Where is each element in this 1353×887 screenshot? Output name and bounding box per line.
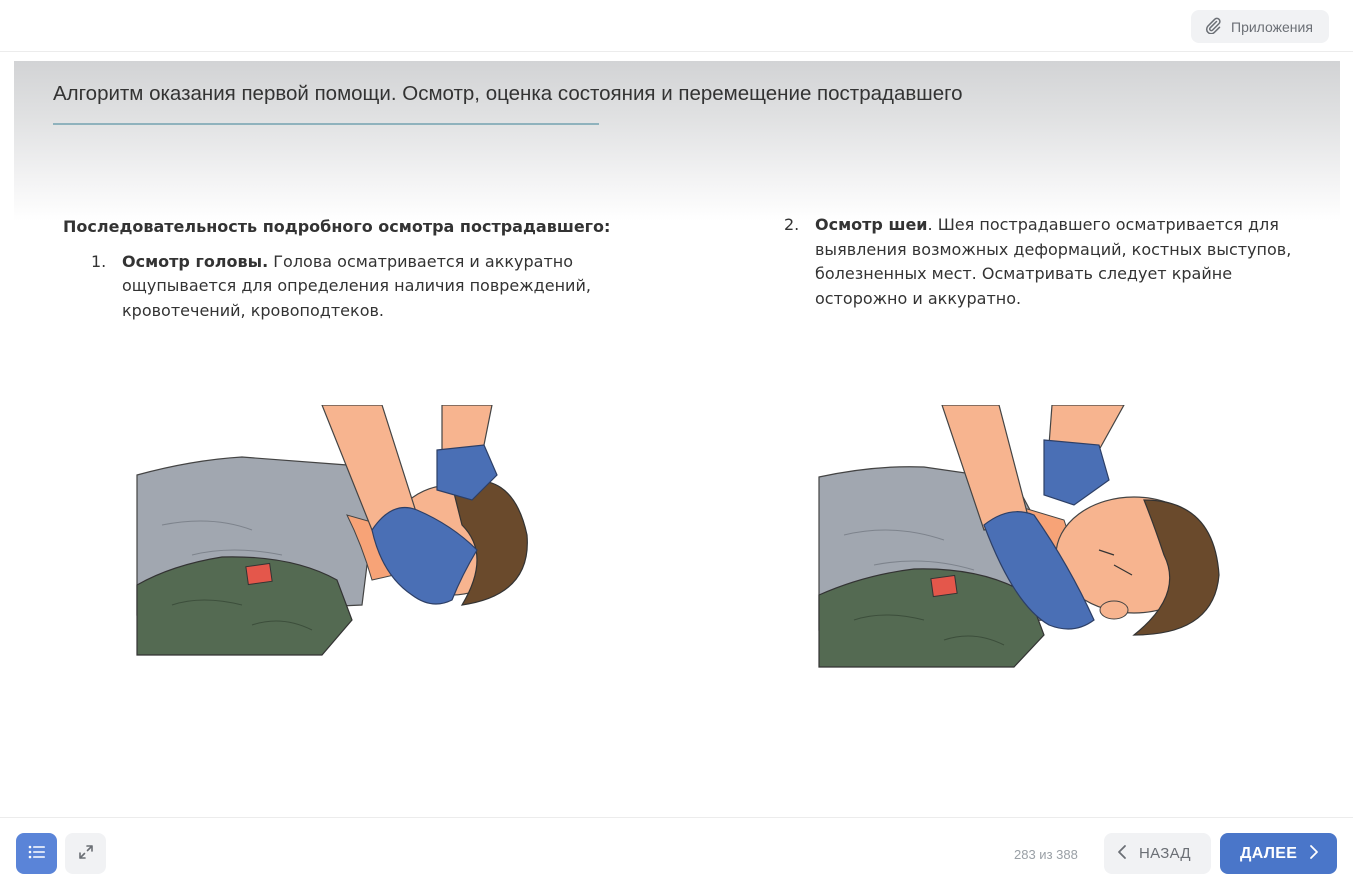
neck-exam-illustration	[814, 405, 1224, 680]
left-column	[63, 215, 663, 323]
list-number: 1.	[91, 251, 107, 271]
fullscreen-button[interactable]	[65, 833, 106, 874]
list-item-neck-exam	[784, 213, 1304, 311]
inspection-heading: Последовательность подробного осмотра пострадавшего:	[63, 217, 611, 236]
top-bar	[0, 0, 1353, 52]
slide	[14, 61, 1340, 816]
paperclip-icon	[1204, 16, 1222, 38]
item-text: . Шея пострадавшего осматривается для выявления возможных деформаций, костных выступов, болезненных мест. Осматривать следует крайне осторожно и аккуратно.	[815, 215, 1292, 308]
list-item-head-exam	[63, 250, 663, 324]
attachments-label: Приложения	[1231, 18, 1313, 35]
right-column	[784, 213, 1304, 311]
item-title: Осмотр головы.	[122, 251, 269, 271]
next-label: ДАЛЕЕ	[1240, 844, 1298, 862]
back-button[interactable]	[1104, 833, 1211, 874]
bottom-bar	[0, 817, 1353, 887]
item-text: Голова осматривается и аккуратно ощупывается для определения наличия повреждений, кровотечений, кровоподтеков.	[122, 251, 591, 320]
next-button[interactable]	[1220, 833, 1337, 874]
expand-icon	[77, 843, 95, 865]
head-exam-illustration	[132, 405, 532, 665]
page-counter: 283 из 388	[1014, 847, 1078, 862]
attachments-button[interactable]	[1191, 10, 1329, 43]
slide-title: Алгоритм оказания первой помощи. Осмотр, оценка состояния и перемещение пострадавшего	[53, 82, 963, 105]
slide-header	[14, 61, 1340, 221]
contents-menu-button[interactable]	[16, 833, 57, 874]
item-title: Осмотр шеи	[815, 215, 928, 234]
back-label: НАЗАД	[1139, 845, 1191, 862]
list-number: 2.	[784, 215, 800, 234]
chevron-left-icon	[1117, 844, 1127, 864]
list-icon	[28, 844, 46, 864]
chevron-right-icon	[1297, 844, 1319, 864]
title-underline	[53, 123, 599, 125]
